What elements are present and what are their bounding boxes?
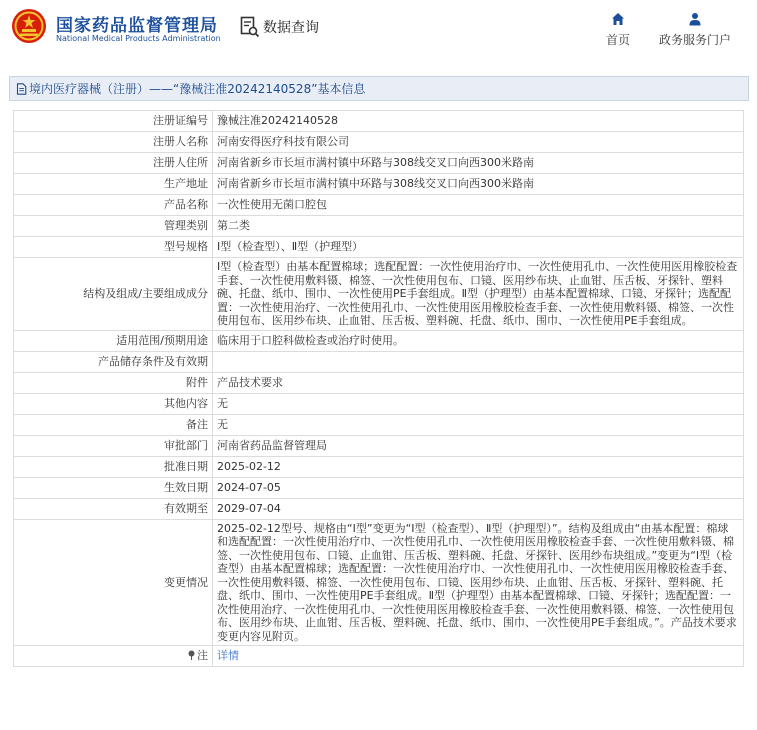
field-value: 第二类 bbox=[213, 216, 744, 237]
table-row bbox=[14, 393, 744, 414]
field-value: 河南省新乡市长垣市满村镇中环路与308线交叉口向西300米路南 bbox=[213, 174, 744, 195]
field-label: 管理类别 bbox=[14, 216, 213, 237]
site-title-en: National Medical Products Administration bbox=[56, 34, 221, 43]
table-row bbox=[14, 237, 744, 258]
field-label: 产品储存条件及有效期 bbox=[14, 351, 213, 372]
page-title: 境内医疗器械（注册）——“豫械注准20242140528”基本信息 bbox=[29, 82, 366, 96]
nav-service-portal[interactable] bbox=[656, 12, 734, 48]
field-value: 河南安得医疗科技有限公司 bbox=[213, 132, 744, 153]
table-row bbox=[14, 195, 744, 216]
field-label: 备注 bbox=[14, 414, 213, 435]
details-link[interactable]: 详情 bbox=[217, 649, 239, 663]
field-label: 有效期至 bbox=[14, 498, 213, 519]
field-value: 2025-02-12 bbox=[213, 456, 744, 477]
field-label: 型号规格 bbox=[14, 237, 213, 258]
field-value: 产品技术要求 bbox=[213, 372, 744, 393]
field-value: Ⅰ型（检查型）、Ⅱ型（护理型） bbox=[213, 237, 744, 258]
table-row bbox=[14, 330, 744, 351]
field-value: 河南省新乡市长垣市满村镇中环路与308线交叉口向西300米路南 bbox=[213, 153, 744, 174]
document-search-icon bbox=[240, 16, 260, 38]
site-title-cn[interactable]: 国家药品监督管理局 bbox=[56, 16, 218, 36]
national-emblem-icon bbox=[11, 8, 47, 44]
note-label-cell bbox=[14, 646, 213, 667]
pin-icon bbox=[187, 650, 196, 660]
table-row bbox=[14, 519, 744, 646]
field-value: Ⅰ型（检查型）由基本配置棉球；选配配置：一次性使用治疗巾、一次性使用孔巾、一次性使用医用橡胶检查手套、一次性使用敷料镊、棉签、一次性使用包布、口镜、医用纱布块、止血钳、压舌板、牙探针、塑料碗、托盘、纸巾、围巾、一次性使用PE手套组成。Ⅱ型（护理型）由基本配置棉球、口镜、牙探针；选配配置：一次性使用治疗、一次性使用孔巾、一次性使用医用橡胶检查手套、一次性使用敷料镊、棉签、一次性使用包布、医用纱布块、止血钳、压舌板、塑料碗、托盘、纸巾、围巾、一次性使用PE手套组成。 bbox=[213, 258, 744, 331]
table-row bbox=[14, 414, 744, 435]
field-value: 无 bbox=[213, 393, 744, 414]
note-label: 注 bbox=[197, 649, 208, 663]
table-row bbox=[14, 435, 744, 456]
field-value: 临床用于口腔科做检查或治疗时使用。 bbox=[213, 330, 744, 351]
table-row bbox=[14, 258, 744, 331]
table-row bbox=[14, 498, 744, 519]
table-row bbox=[14, 216, 744, 237]
field-label: 适用范围/预期用途 bbox=[14, 330, 213, 351]
field-label: 注册证编号 bbox=[14, 111, 213, 132]
field-value: 2029-07-04 bbox=[213, 498, 744, 519]
field-label: 生效日期 bbox=[14, 477, 213, 498]
data-query-link[interactable] bbox=[240, 14, 319, 40]
table-row bbox=[14, 153, 744, 174]
field-label: 结构及组成/主要组成成分 bbox=[14, 258, 213, 331]
table-row bbox=[14, 477, 744, 498]
field-value: 豫械注准20242140528 bbox=[213, 111, 744, 132]
field-value: 2025-02-12型号、规格由“Ⅰ型”变更为“Ⅰ型（检查型）、Ⅱ型（护理型）”。结构及组成由“由基本配置：棉球和选配配置：一次性使用治疗巾、一次性使用孔巾、一次性使用医用橡胶检查手套、一次性使用敷料镊、棉签、一次性使用包布、口镜、止血钳、压舌板、塑料碗、托盘、牙探针、医用纱布块组成。”变更为“Ⅰ型（检查型）由基本配置棉球；选配配置：一次性使用治疗巾、一次性使用孔巾、一次性使用医用橡胶检查手套、一次性使用敷料镊、棉签、一次性使用包布、口镜、医用纱布块、止血钳、压舌板、牙探针、塑料碗、托盘、纸巾、围巾、一次性使用PE手套组成。Ⅱ型（护理型）由基本配置棉球、口镜、牙探针；选配配置：一次性使用治疗、一次性使用孔巾、一次性使用医用橡胶检查手套、一次性使用敷料镊、棉签、一次性使用包布、医用纱布块、止血钳、压舌板、塑料碗、托盘、纸巾、围巾、一次性使用PE手套组成。”。产品技术要求变更内容见附页。 bbox=[213, 519, 744, 646]
field-label: 审批部门 bbox=[14, 435, 213, 456]
field-label: 生产地址 bbox=[14, 174, 213, 195]
field-value: 河南省药品监督管理局 bbox=[213, 435, 744, 456]
nav-service-portal-label: 政务服务门户 bbox=[658, 33, 731, 47]
document-icon bbox=[16, 83, 27, 95]
field-value: 无 bbox=[213, 414, 744, 435]
table-row bbox=[14, 646, 744, 667]
field-label: 批准日期 bbox=[14, 456, 213, 477]
table-row bbox=[14, 351, 744, 372]
field-value bbox=[213, 351, 744, 372]
home-icon bbox=[611, 12, 625, 26]
field-label: 注册人住所 bbox=[14, 153, 213, 174]
field-label: 附件 bbox=[14, 372, 213, 393]
table-row bbox=[14, 456, 744, 477]
user-icon bbox=[688, 12, 702, 26]
data-query-label: 数据查询 bbox=[263, 20, 319, 36]
field-value: 一次性使用无菌口腔包 bbox=[213, 195, 744, 216]
field-label: 注册人名称 bbox=[14, 132, 213, 153]
field-value bbox=[213, 646, 744, 667]
table-row bbox=[14, 174, 744, 195]
table-row bbox=[14, 372, 744, 393]
site-header bbox=[0, 0, 757, 62]
registration-info-table bbox=[13, 110, 744, 667]
field-label: 变更情况 bbox=[14, 519, 213, 646]
field-label: 其他内容 bbox=[14, 393, 213, 414]
nav-home-label: 首页 bbox=[605, 33, 630, 47]
field-label: 产品名称 bbox=[14, 195, 213, 216]
field-value: 2024-07-05 bbox=[213, 477, 744, 498]
table-row bbox=[14, 111, 744, 132]
nav-home[interactable] bbox=[600, 12, 636, 48]
page-title-bar bbox=[9, 76, 749, 101]
table-row bbox=[14, 132, 744, 153]
